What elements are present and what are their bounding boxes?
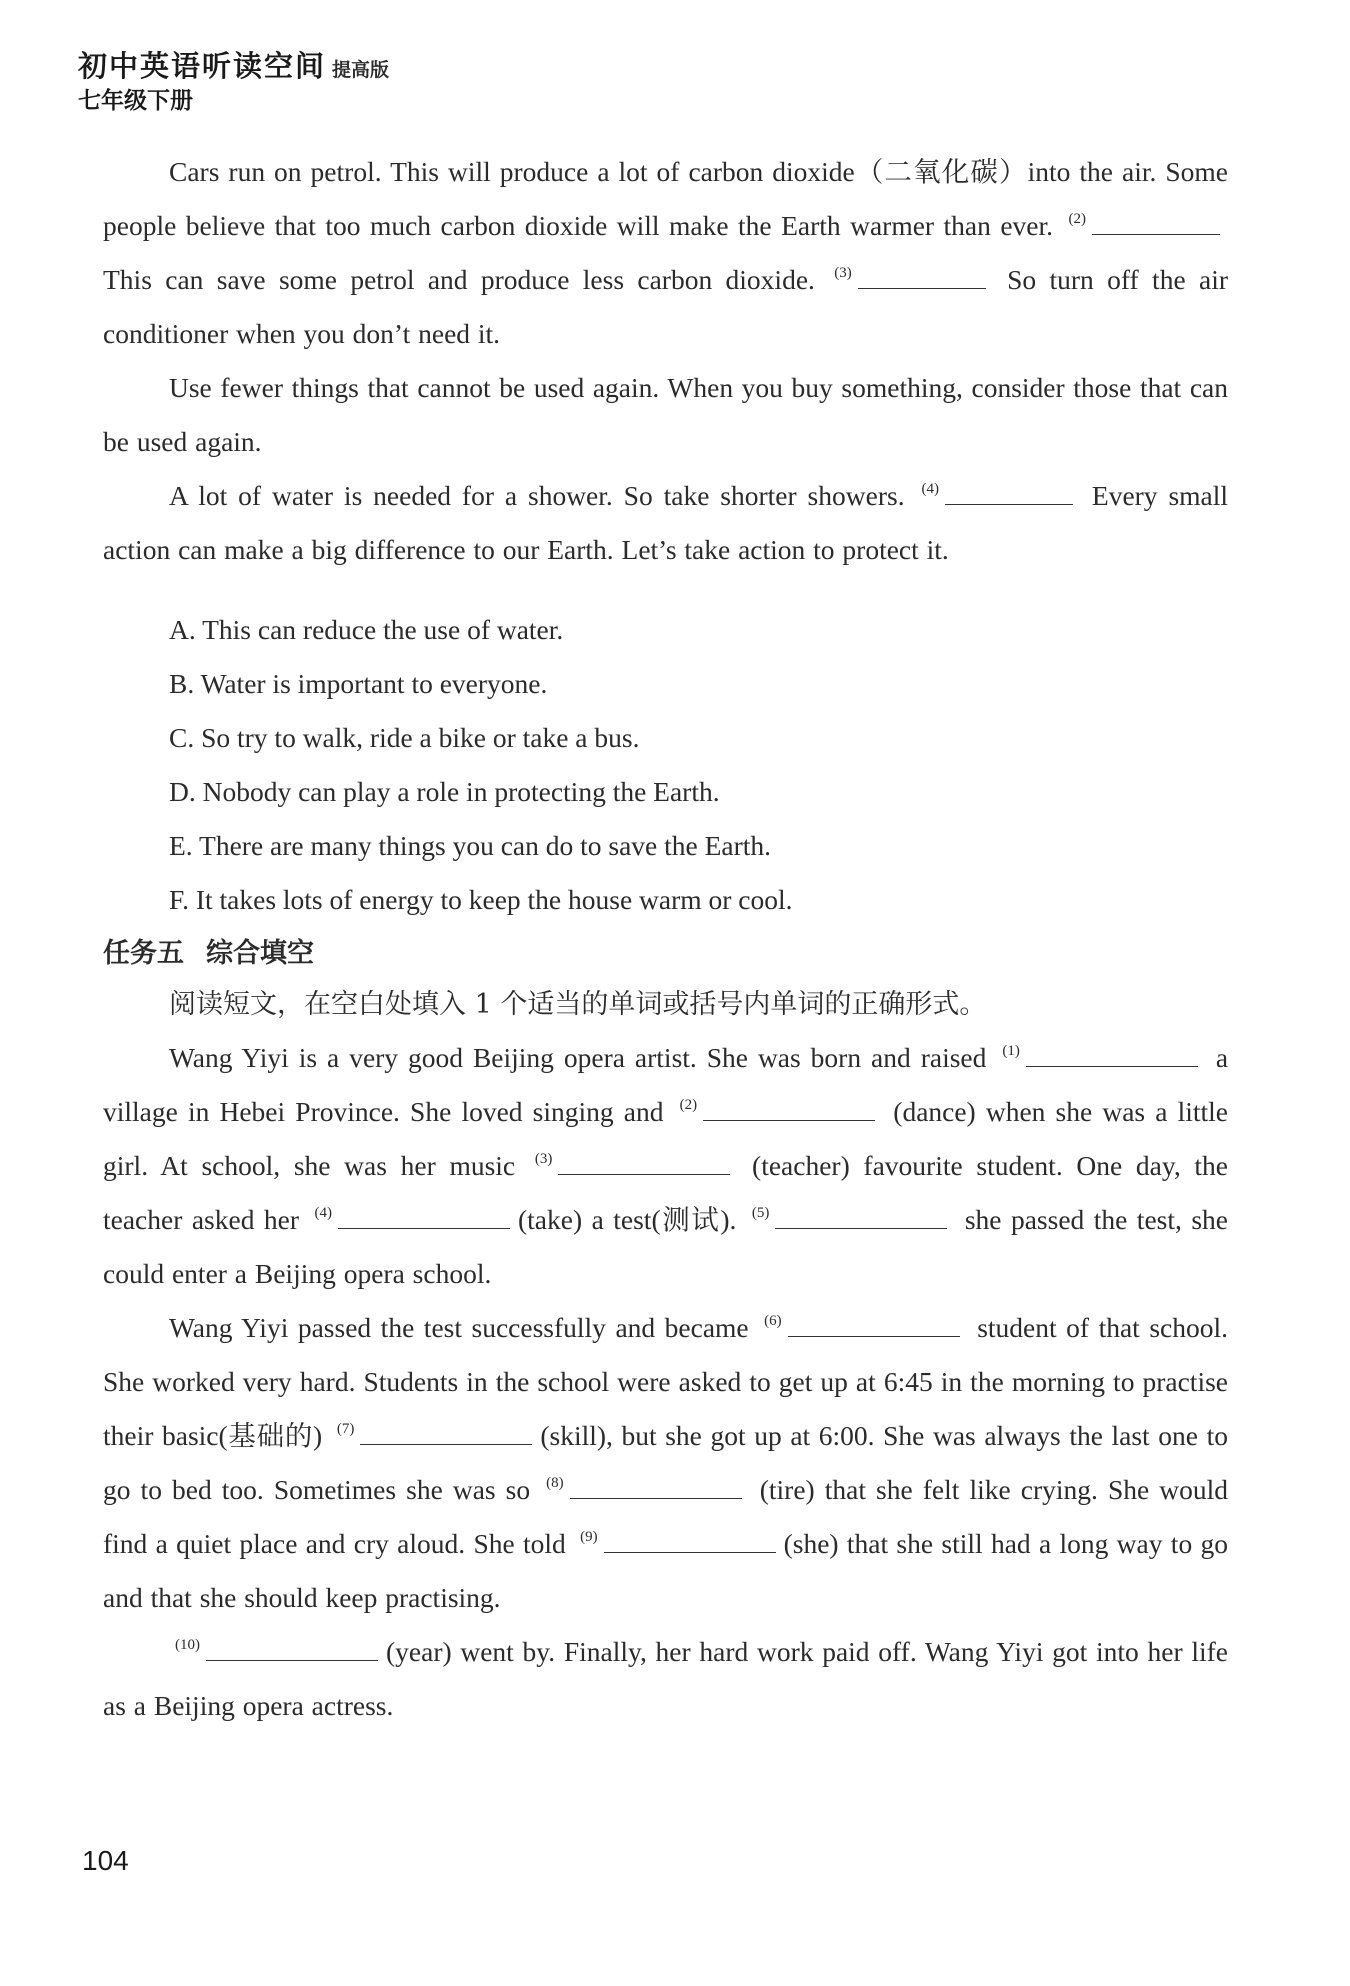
answer-blank-6[interactable] — [788, 1314, 960, 1337]
passage1-text: Every small action can make a big difference to our Earth. Let’s take action to protect it. — [103, 480, 1229, 565]
answer-blank-8[interactable] — [570, 1476, 742, 1499]
passage2-text: (she) that she still had a long way to go and that she should keep practising. — [103, 1528, 1228, 1613]
answer-blank-5[interactable] — [775, 1206, 947, 1229]
passage2-text: (teacher) favourite student. One day, the teacher asked her — [103, 1150, 1229, 1235]
book-title-line — [78, 48, 389, 84]
passage2-paragraph2 — [103, 1301, 1228, 1625]
blank-number: (2) — [1068, 211, 1086, 227]
blank-number: (1) — [1002, 1043, 1020, 1059]
passage1-text: This can save some petrol and produce less carbon dioxide. — [103, 264, 815, 295]
passage1-text: Cars run on petrol. This will produce a lot of carbon dioxide（二氧化碳）into the air. Some people believe that too much carbon dioxide will make the Earth warmer than ever. — [103, 156, 1228, 241]
passage1-paragraph2 — [103, 361, 1228, 469]
passage2-text: she passed the test, she could enter a Beijing opera school. — [103, 1204, 1228, 1289]
task5-instruction: 阅读短文，在空白处填入 1 个适当的单词或括号内单词的正确形式。 — [169, 989, 987, 1020]
option-d: D. Nobody can play a role in protecting the Earth. — [169, 776, 720, 807]
book-title: 初中英语听读空间 — [78, 49, 327, 83]
blank-number: (9) — [580, 1529, 598, 1545]
passage2-text: a village in Hebei Province. She loved singing and — [103, 1042, 1229, 1127]
passage1-paragraph3 — [103, 469, 1228, 577]
passage2-paragraph3 — [103, 1625, 1228, 1733]
grade-label: 七年级下册 — [78, 87, 193, 114]
answer-blank-3[interactable] — [858, 266, 986, 289]
passage2-text: (dance) when she was a little girl. At school, she was her music — [103, 1096, 1228, 1181]
passage2-text: Wang Yiyi is a very good Beijing opera artist. She was born and raised — [169, 1042, 987, 1073]
passage2-paragraph1 — [103, 1031, 1228, 1301]
option-f: F. It takes lots of energy to keep the house warm or cool. — [169, 884, 793, 915]
option-c: C. So try to walk, ride a bike or take a bus. — [169, 722, 640, 753]
blank-number: (4) — [314, 1205, 332, 1221]
answer-blank-9[interactable] — [604, 1530, 776, 1553]
blank-number: (6) — [764, 1313, 782, 1329]
option-e: E. There are many things you can do to save the Earth. — [169, 830, 772, 861]
answer-blank-1[interactable] — [1026, 1044, 1198, 1067]
blank-number: (5) — [751, 1205, 770, 1221]
task5-title: 综合填空 — [206, 938, 314, 969]
answer-options — [103, 603, 1228, 927]
answer-blank-4[interactable] — [338, 1206, 510, 1229]
passage2-text: (skill), but she got up at 6:00. She was always the last one to go to bed too. Sometimes she was so — [103, 1420, 1228, 1505]
blank-number: (7) — [336, 1421, 355, 1437]
answer-blank-3[interactable] — [558, 1152, 730, 1175]
option-b: B. Water is important to everyone. — [169, 668, 548, 699]
blank-number: (3) — [834, 265, 852, 281]
answer-blank-10[interactable] — [206, 1638, 378, 1661]
page-header — [78, 48, 389, 118]
passage1-text: A lot of water is needed for a shower. So take shorter showers. — [169, 480, 905, 511]
passage2-text: (year) went by. Finally, her hard work paid off. Wang Yiyi got into her life as a Beijing opera actress. — [103, 1636, 1228, 1721]
option-a: A. This can reduce the use of water. — [169, 614, 564, 645]
page-content — [103, 145, 1228, 1733]
answer-blank-2[interactable] — [1092, 212, 1220, 235]
passage2-text: Wang Yiyi passed the test successfully and became — [169, 1312, 749, 1343]
passage2-text: student of that school. She worked very hard. Students in the school were asked to get up at 6:45 in the morning to practise their basic(基础的) — [103, 1312, 1229, 1451]
blank-number: (2) — [679, 1097, 698, 1113]
passage1-text: So turn off the air conditioner when you don’t need it. — [103, 264, 1228, 349]
edition-label: 提高版 — [332, 60, 390, 81]
page-number: 104 — [82, 1845, 129, 1876]
answer-blank-4[interactable] — [945, 482, 1073, 505]
task5-number: 任务五 — [103, 938, 184, 969]
task5-heading — [103, 929, 1228, 979]
passage1-text: Use fewer things that cannot be used again. When you buy something, consider those that can be used again. — [103, 372, 1228, 457]
blank-number: (4) — [921, 481, 939, 497]
blank-number: (3) — [534, 1151, 553, 1167]
passage1-paragraph1 — [103, 145, 1228, 361]
passage2-text: (take) a test(测试). — [518, 1204, 737, 1235]
blank-number: (10) — [175, 1637, 200, 1653]
answer-blank-7[interactable] — [360, 1422, 532, 1445]
passage2-text: (tire) that she felt like crying. She would find a quiet place and cry aloud. She told — [103, 1474, 1228, 1559]
answer-blank-2[interactable] — [703, 1098, 875, 1121]
blank-number: (8) — [546, 1475, 564, 1491]
